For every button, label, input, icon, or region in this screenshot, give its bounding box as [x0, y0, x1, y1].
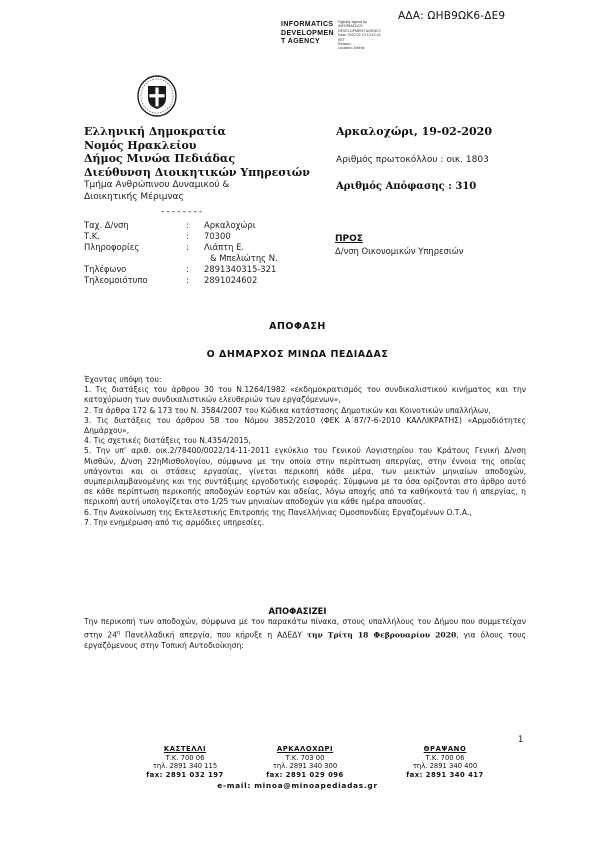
office-name: ΑΡΚΑΛΟΧΩΡΙ	[276, 745, 334, 753]
contact-value: Αρκαλοχώρι	[204, 220, 256, 230]
stamp-line: Date: 2020.02.19 13:12:16	[338, 33, 381, 38]
considerations-intro: Έχοντας υπόψη του:	[84, 375, 162, 384]
stamp-line: Location: Athens	[338, 46, 365, 51]
decision-number: Αριθμός Απόφασης : 310	[336, 181, 477, 192]
contact-value: Λιάπτη Ε.	[204, 242, 245, 252]
footer-office	[245, 745, 365, 779]
office-postcode: Τ.Κ. 700 06	[165, 753, 205, 762]
contact-value: 2891340315-321	[204, 264, 277, 274]
consideration-item: 3. Τις διατάξεις του άρθρου 58 του Νόμου 3852/2010 (ΦΕΚ Α΄87/7-6-2010 ΚΑΛΛΙΚΡΑΤΗΣ) «Αρμοδιότητες Δημάρχου»,	[84, 415, 526, 436]
office-postcode: Τ.Κ. 700 06	[425, 753, 465, 762]
department-line: Διοικητικής Μέριμνας	[84, 191, 184, 202]
decision-text-b: Πανελλαδική απεργία, που κήρυξε η ΑΔΕΔΥ	[120, 630, 307, 640]
protocol-number: Αριθμός πρωτοκόλλου : οικ. 1803	[336, 155, 489, 165]
consideration-item: 2. Τα άρθρα 172 & 173 του Ν. 3584/2007 του Κώδικα κατάστασης Δημοτικών και Κοινοτικών υπαλλήλων,	[84, 405, 491, 415]
agency-stamp-line: T AGENCY	[281, 38, 321, 46]
strike-date: την Τρίτη 18 Φεβρουαρίου 2020	[306, 630, 457, 640]
mayor-title: Ο ΔΗΜΑΡΧΟΣ ΜΙΝΩΑ ΠΕΔΙΑΔΑΣ	[206, 349, 389, 360]
recipient-name: Δ/νση Οικονομικών Υπηρεσιών	[335, 246, 464, 256]
office-fax: fax: 2891 340 417	[406, 770, 484, 779]
contact-key: Πληροφορίες	[84, 242, 140, 252]
issuer-line: Δήμος Μινώα Πεδιάδας	[84, 152, 236, 165]
contact-key: Τηλεομοιότυπο	[84, 275, 148, 285]
decision-text	[84, 617, 526, 651]
office-phone: τηλ. 2891 340 400	[412, 762, 478, 771]
consideration-item: 5. Την υπ' αριθ. οικ.2/78400/0022/14-11-2011 εγκύκλιο του Γενικού Λογιστηρίου του Κράτους Γενική Δ/νση Μισθών, Δ/νση 22ηΜισθολογίου, σύμφωνα με την οποία στην περίπτωση απεργίας, στην έννοια της οποίας υπάγονται και οι στάσεις εργασίας, γίνεται περικοπή κάθε μέρα, των μεικτών μηνιαίων αποδοχών, συμπεριλαμβανομένης και της συντάξιμης εργοδοτικής εισφοράς. Σύμφωνα με τα όσα ορίζονται στο άρθρο αυτό σε κάθε περίπτωση περικοπής αποδοχών εορτών και αδείας, λόγω αποχής από τα καθήκοντά του ή απεργίας, η περικοπή αυτή υπολογίζεται στο 1/25 των μηνιαίων αποδοχών για κάθε ημέρα απουσίας.	[84, 446, 526, 507]
contact-key: Τηλέφωνο	[84, 264, 127, 274]
stamp-line: INFORMATICS	[338, 24, 363, 29]
decision-text-sup: η	[116, 629, 121, 636]
office-phone: τηλ. 2891 340 115	[152, 762, 218, 771]
footer-email[interactable]: e-mail: minoa@minoapediadas.gr	[217, 781, 378, 790]
contact-key: Ταχ. Δ/νση	[84, 220, 129, 230]
decision-text-c: , για όλους τους εργαζόμενους στην Τοπική Αυτοδιοίκηση:	[84, 630, 527, 650]
consideration-item: 7. Την ενημέρωση από τις αρμόδιες υπηρεσίες.	[84, 517, 265, 527]
contact-value-continued: & Μπελιώτης Ν.	[210, 253, 278, 263]
contact-colon: :	[186, 220, 189, 230]
issuer-block	[84, 125, 310, 179]
footer-office	[385, 745, 505, 779]
agency-stamp-title	[281, 21, 334, 47]
decision-title: ΑΠΟΦΑΣΗ	[269, 321, 326, 332]
contact-colon: :	[186, 231, 189, 241]
document-date: Αρκαλοχώρι, 19-02-2020	[336, 125, 492, 138]
contact-value: 2891024602	[204, 275, 258, 285]
separator-dashes: --------	[160, 207, 204, 217]
greek-coat-of-arms-icon	[136, 75, 178, 117]
page-number: 1	[518, 734, 524, 744]
office-fax: fax: 2891 029 096	[266, 770, 344, 779]
contact-colon: :	[186, 264, 189, 274]
contact-colon: :	[186, 242, 189, 252]
agency-stamp-line: INFORMATICS	[281, 21, 334, 28]
agency-stamp-line: DEVELOPMEN	[281, 29, 335, 37]
ada-code: ΑΔΑ: ΩΗΒ9ΩΚ6-ΔΕ9	[398, 10, 506, 22]
stamp-line: EET	[338, 37, 345, 42]
consideration-item: 4. Τις σχετικές διατάξεις του Ν.4354/2015,	[84, 436, 251, 446]
stamp-line: DEVELOPMENT AGENCY	[338, 28, 382, 33]
office-fax: fax: 2891 032 197	[146, 770, 224, 779]
consideration-item: 6. Την Ανακοίνωση της Εκτελεστικής Επιτροπής της Πανελλήνιας Ομοσπονδίας Εργαζομένων Ο.Τ.Α.,	[84, 507, 472, 517]
footer-office	[125, 745, 245, 779]
issuer-line: Ελληνική Δημοκρατία	[84, 125, 226, 138]
decides-heading: ΑΠΟΦΑΣΙΖΕΙ	[268, 606, 327, 616]
contact-value: 70300	[204, 231, 231, 241]
decision-text-a: Την περικοπή των αποδοχών, σύμφωνα με τον παρακάτω πίνακα, στους υπαλλήλους του Δήμου που συμμετείχαν στην 24	[84, 617, 526, 640]
office-postcode: Τ.Κ. 703 00	[285, 753, 325, 762]
digital-signature-stamp	[338, 20, 381, 51]
department-line: Τμήμα Ανθρώπινου Δυναμικού &	[84, 180, 230, 190]
recipient-label: ΠΡΟΣ	[335, 234, 363, 244]
consideration-item: 1. Τις διατάξεις του άρθρου 30 του Ν.1264/1982 «εκδημοκρατισμός του συνδικαλιστικού κινήματος και την κατοχύρωση των συνδικαλιστικών ελευθεριών των εργαζόμενων»,	[84, 385, 526, 405]
office-phone: τηλ. 2891 340 300	[272, 762, 338, 771]
stamp-line: Reason:	[338, 42, 352, 47]
considerations	[84, 375, 526, 528]
department-block	[84, 180, 229, 203]
issuer-line: Νομός Ηρακλείου	[84, 138, 197, 152]
office-name: ΚΑΣΤΕΛΛΙ	[163, 745, 207, 753]
office-name: ΘΡΑΨΑΝΟ	[423, 745, 467, 753]
issuer-line: Διεύθυνση Διοικητικών Υπηρεσιών	[84, 165, 310, 179]
contact-colon: :	[186, 275, 189, 285]
stamp-line: Digitally signed by	[338, 20, 367, 24]
contact-key: Τ.Κ.	[84, 231, 100, 241]
